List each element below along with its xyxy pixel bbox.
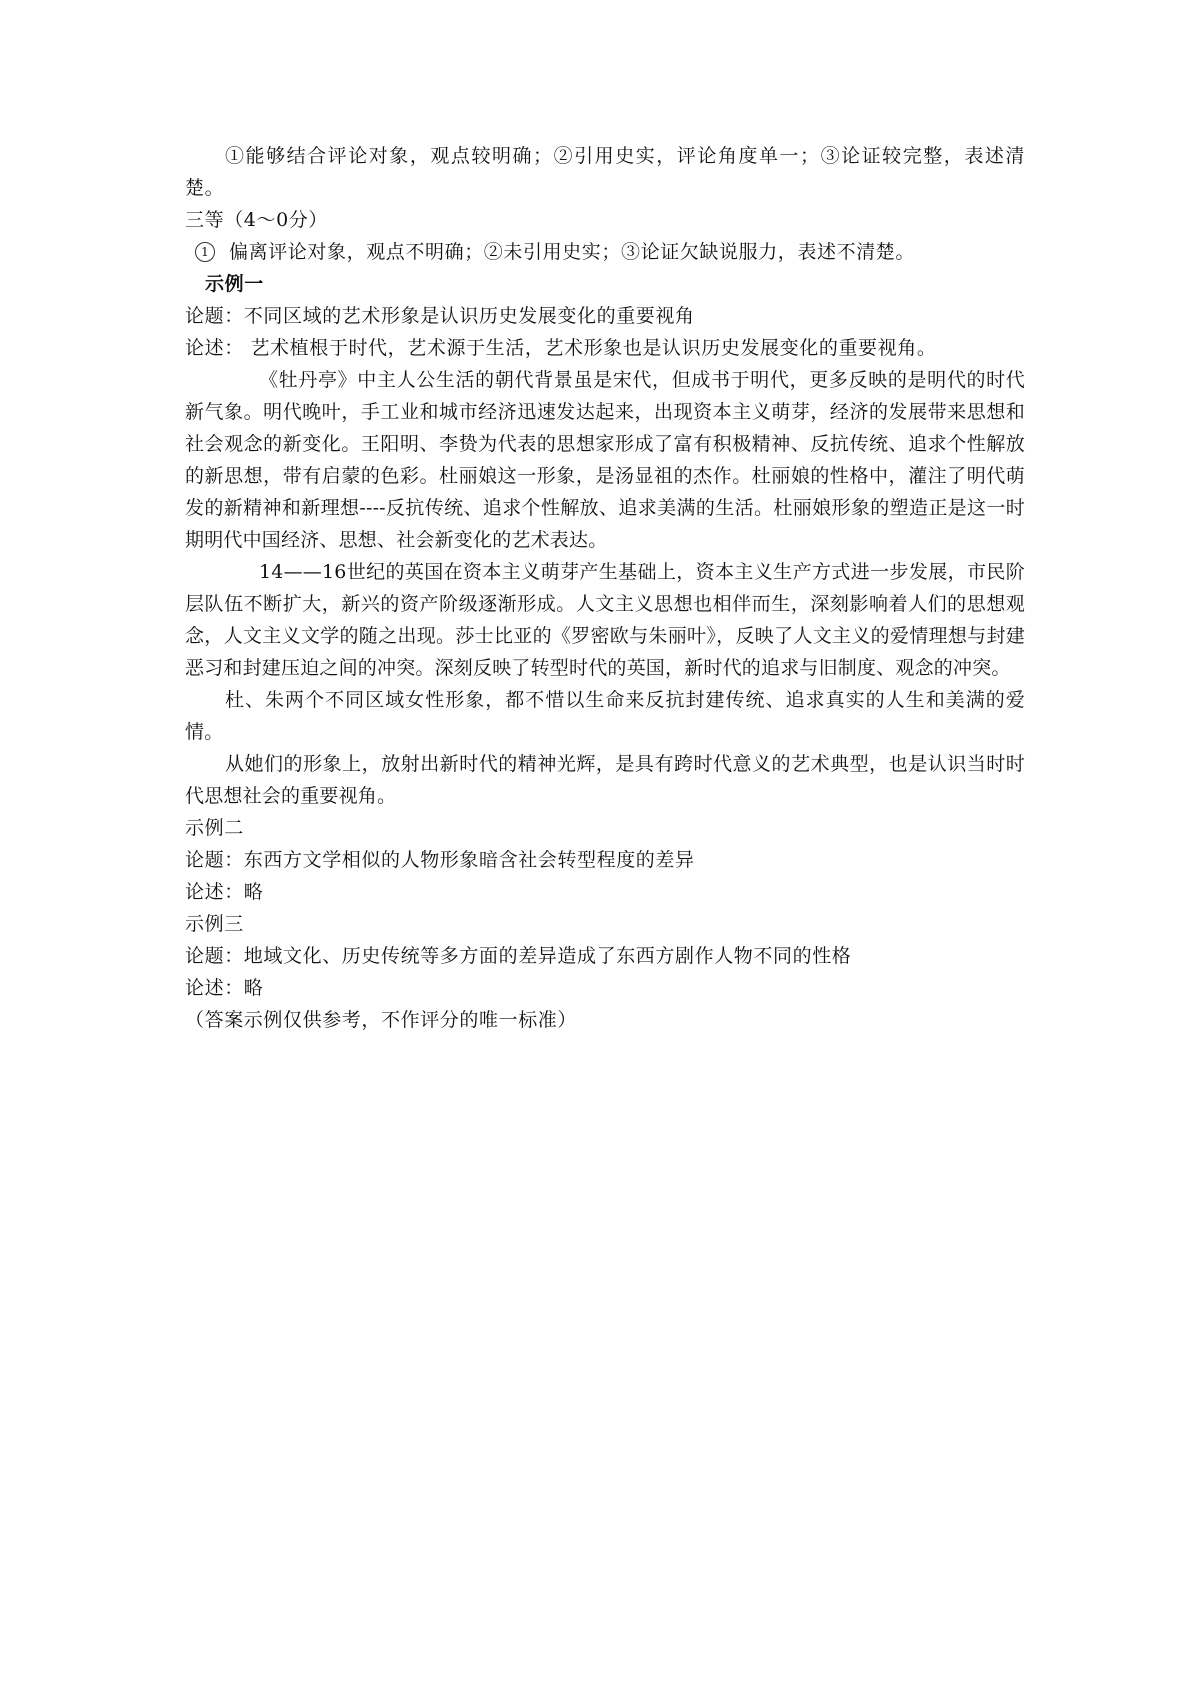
third-tier-heading: 三等（4～0分） <box>185 209 328 231</box>
circled-number-one-icon: 1 <box>195 242 215 262</box>
example-three-argument: 论述：略 <box>185 977 264 999</box>
example-one-paragraph-comparison: 杜、朱两个不同区域女性形象，都不惜以生命来反抗封建传统、追求真实的人生和美满的爱情。 <box>185 689 1025 743</box>
example-three-heading: 示例三 <box>185 913 244 935</box>
example-two-thesis: 论题：东西方文学相似的人物形象暗含社会转型程度的差异 <box>185 849 695 871</box>
example-two-heading: 示例二 <box>185 817 244 839</box>
example-one-paragraph-peony-pavilion: 《牡丹亭》中主人公生活的朝代背景虽是宋代，但成书于明代，更多反映的是明代的时代新气象。明代晚叶，手工业和城市经济迅速发达起来，出现资本主义萌芽，经济的发展带来思想和社会观念的新变化。王阳明、李贽为代表的思想家形成了富有积极精神、反抗传统、追求个性解放的新思想，带有启蒙的色彩。杜丽娘这一形象，是汤显祖的杰作。杜丽娘的性格中，灌注了明代萌发的新精神和新理想----反抗传统、追求个性解放、追求美满的生活。杜丽娘形象的塑造正是这一时期明代中国经济、思想、社会新变化的艺术表达。 <box>185 369 1025 551</box>
third-tier-criteria <box>185 236 1025 268</box>
example-one-paragraph-romeo-juliet: 14——16世纪的英国在资本主义萌芽产生基础上，资本主义生产方式进一步发展，市民阶层队伍不断扩大，新兴的资产阶级逐渐形成。人文主义思想也相伴而生，深刻影响着人们的思想观念，人文主义文学的随之出现。莎士比亚的《罗密欧与朱丽叶》，反映了人文主义的爱情理想与封建恶习和封建压迫之间的冲突。深刻反映了转型时代的英国，新时代的追求与旧制度、观念的冲突。 <box>185 561 1025 679</box>
example-two-argument: 论述：略 <box>185 881 264 903</box>
footnote-disclaimer: （答案示例仅供参考，不作评分的唯一标准） <box>185 1009 578 1031</box>
document-page <box>185 140 1025 1036</box>
example-one-paragraph-conclusion: 从她们的形象上，放射出新时代的精神光辉，是具有跨时代意义的艺术典型，也是认识当时时代思想社会的重要视角。 <box>185 753 1025 807</box>
second-tier-criteria: ①能够结合评论对象，观点较明确；②引用史实，评论角度单一；③论证较完整，表述清楚。 <box>185 145 1025 199</box>
third-tier-criteria-text: 偏离评论对象，观点不明确；②未引用史实；③论证欠缺说服力，表述不清楚。 <box>229 241 916 263</box>
example-three-thesis: 论题：地域文化、历史传统等多方面的差异造成了东西方剧作人物不同的性格 <box>185 945 852 967</box>
example-one-heading: 示例一 <box>205 273 264 295</box>
example-one-argument-intro: 论述： 艺术植根于时代，艺术源于生活，艺术形象也是认识历史发展变化的重要视角。 <box>185 337 937 359</box>
example-one-thesis: 论题：不同区域的艺术形象是认识历史发展变化的重要视角 <box>185 305 695 327</box>
